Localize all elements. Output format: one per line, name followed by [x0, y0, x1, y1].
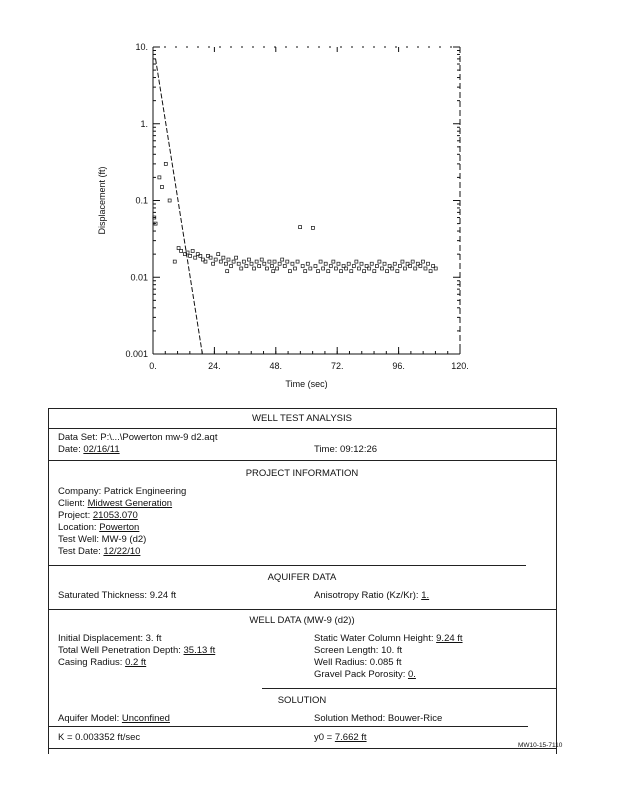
- anisotropy-row: [314, 590, 429, 602]
- project-label: Project:: [58, 510, 91, 521]
- data-point: [383, 262, 386, 265]
- data-point: [332, 260, 335, 263]
- data-point: [304, 270, 307, 273]
- divider: [48, 565, 526, 566]
- client-value: Midwest Generation: [87, 498, 173, 509]
- plot-frame: [153, 47, 460, 354]
- data-point: [360, 262, 363, 265]
- data-point: [403, 267, 406, 270]
- static-water-value: 9.24 ft: [436, 633, 463, 644]
- data-point: [340, 270, 343, 273]
- data-point: [299, 226, 302, 229]
- data-point: [173, 260, 176, 263]
- test-well: Test Well: MW-9 (d2): [58, 534, 147, 545]
- data-point: [219, 260, 222, 263]
- data-point: [317, 270, 320, 273]
- data-point: [217, 253, 220, 256]
- data-point: [296, 260, 299, 263]
- data-point: [401, 260, 404, 263]
- divider: [556, 408, 557, 754]
- time-value: 09:12:26: [340, 444, 378, 455]
- data-point: [350, 270, 353, 273]
- company: Company: Patrick Engineering: [58, 486, 187, 497]
- data-point: [283, 265, 286, 268]
- data-point: [180, 249, 183, 252]
- date-label: Date:: [58, 444, 81, 455]
- screen-length: Screen Length: 10. ft: [314, 645, 403, 656]
- data-point: [276, 267, 279, 270]
- data-point: [398, 265, 401, 268]
- data-point: [334, 267, 337, 270]
- aquifer-model-row: [58, 713, 170, 725]
- data-point: [230, 265, 233, 268]
- penetration-row: [58, 645, 215, 657]
- anisotropy-label: Anisotropy Ratio (Kz/Kr):: [314, 590, 419, 601]
- data-point: [235, 256, 238, 259]
- data-point: [347, 262, 350, 265]
- data-point: [278, 262, 281, 265]
- location-label: Location:: [58, 522, 97, 533]
- k-value: K = 0.003352 ft/sec: [58, 732, 141, 743]
- saturated-thickness: Saturated Thickness: 9.24 ft: [58, 590, 177, 601]
- data-point: [168, 199, 171, 202]
- gravel-pack-row: [314, 669, 416, 681]
- data-point: [363, 270, 366, 273]
- data-point: [327, 270, 330, 273]
- x-axis-label: Time (sec): [285, 379, 328, 389]
- data-point: [272, 270, 275, 273]
- data-point: [265, 267, 268, 270]
- data-point: [247, 258, 250, 261]
- data-point: [232, 260, 235, 263]
- y0-value: 7.662 ft: [334, 732, 367, 743]
- data-point: [273, 260, 276, 263]
- divider: [48, 460, 556, 461]
- data-point: [224, 262, 227, 265]
- date-row: [58, 444, 120, 456]
- data-point: [189, 254, 192, 257]
- data-point: [288, 270, 291, 273]
- data-point: [329, 265, 332, 268]
- data-point: [427, 262, 430, 265]
- solution-method: Solution Method: Bouwer-Rice: [314, 713, 443, 724]
- x-tick-label: 72.: [330, 361, 344, 371]
- test-date-row: [58, 546, 140, 558]
- data-point: [227, 258, 230, 261]
- divider: [48, 408, 556, 409]
- data-point: [214, 258, 217, 261]
- data-point: [212, 262, 215, 265]
- y-tick-label: 0.1: [135, 195, 148, 206]
- data-point: [378, 260, 381, 263]
- data-point: [309, 267, 312, 270]
- data-point: [355, 260, 358, 263]
- well-data-heading: WELL DATA (MW-9 (d2)): [249, 615, 355, 626]
- project-value: 21053.070: [92, 510, 138, 521]
- client-label: Client:: [58, 498, 85, 509]
- y-tick-label: 0.001: [125, 349, 148, 359]
- divider: [48, 748, 556, 749]
- casing-radius-value: 0.2 ft: [125, 657, 147, 668]
- data-point: [281, 258, 284, 261]
- aquifer-model-value: Unconfined: [121, 713, 170, 724]
- data-point: [311, 226, 314, 229]
- data-point: [429, 270, 432, 273]
- y-axis: [125, 42, 460, 359]
- y0-row: [314, 732, 367, 744]
- divider: [48, 726, 528, 727]
- time-label: Time:: [314, 444, 338, 455]
- data-point: [237, 262, 240, 265]
- y-tick-label: 0.01: [130, 272, 148, 283]
- initial-displacement: Initial Displacement: 3. ft: [58, 633, 162, 644]
- data-set-label: Data Set:: [58, 432, 98, 443]
- data-point: [314, 265, 317, 268]
- gravel-pack-label: Gravel Pack Porosity:: [314, 669, 406, 680]
- data-point: [306, 262, 309, 265]
- data-point: [258, 265, 261, 268]
- data-point: [393, 262, 396, 265]
- data-point: [250, 262, 253, 265]
- data-point: [357, 267, 360, 270]
- well-radius: Well Radius: 0.085 ft: [314, 657, 402, 668]
- gravel-pack-value: 0.: [407, 669, 416, 680]
- divider: [262, 688, 556, 689]
- data-point: [222, 256, 225, 259]
- data-point: [253, 267, 256, 270]
- data-point: [322, 267, 325, 270]
- data-point: [319, 260, 322, 263]
- x-tick-label: 120.: [451, 361, 469, 371]
- footer-code: MW10-15-7110: [518, 742, 563, 749]
- static-water-row: [314, 633, 463, 645]
- data-point: [380, 267, 383, 270]
- data-point: [324, 262, 327, 265]
- location-value: Powerton: [99, 522, 140, 533]
- static-water-label: Static Water Column Height:: [314, 633, 434, 644]
- solution-heading: SOLUTION: [277, 695, 327, 706]
- data-point: [242, 260, 245, 263]
- y-tick-label: 1.: [140, 118, 148, 129]
- data-point: [191, 249, 194, 252]
- data-point: [194, 256, 197, 259]
- fit-line: [156, 59, 203, 354]
- data-points: [153, 162, 437, 272]
- data-point: [268, 260, 271, 263]
- aquifer-model-label: Aquifer Model:: [58, 713, 120, 724]
- data-point: [160, 185, 163, 188]
- anisotropy-value: 1.: [421, 590, 430, 601]
- client-row: [58, 498, 172, 510]
- data-point: [352, 265, 355, 268]
- report-title: WELL TEST ANALYSIS: [252, 413, 352, 424]
- location-row: [58, 522, 139, 534]
- data-point: [424, 267, 427, 270]
- data-point: [396, 270, 399, 273]
- fit-line-segment: [156, 59, 203, 354]
- data-point: [270, 265, 273, 268]
- project-row: [58, 510, 138, 522]
- data-point: [370, 262, 373, 265]
- data-point: [414, 267, 417, 270]
- data-point: [240, 267, 243, 270]
- data-point: [245, 265, 248, 268]
- y0-label: y0 =: [314, 732, 333, 743]
- data-point: [301, 265, 304, 268]
- x-tick-label: 24.: [208, 361, 221, 371]
- data-point: [386, 270, 389, 273]
- data-point: [291, 262, 294, 265]
- data-point: [177, 247, 180, 250]
- project-heading: PROJECT INFORMATION: [245, 468, 359, 479]
- penetration-label: Total Well Penetration Depth:: [58, 645, 181, 656]
- data-point: [158, 176, 161, 179]
- data-point: [263, 262, 266, 265]
- data-point: [286, 260, 289, 263]
- data-point: [337, 262, 340, 265]
- data-point: [411, 260, 414, 263]
- aquifer-heading: AQUIFER DATA: [267, 572, 337, 583]
- y-axis-label: Displacement (ft): [97, 166, 107, 235]
- y-tick-label: 10.: [135, 42, 148, 52]
- data-point: [226, 270, 229, 273]
- penetration-value: 35.13 ft: [183, 645, 216, 656]
- x-tick-label: 0.: [149, 361, 157, 371]
- data-point: [255, 260, 258, 263]
- data-point: [164, 162, 167, 165]
- casing-radius-row: [58, 657, 146, 669]
- data-point: [421, 260, 424, 263]
- x-tick-label: 96.: [392, 361, 405, 371]
- data-point: [373, 270, 376, 273]
- test-date-value: 12/22/10: [103, 546, 141, 557]
- divider: [48, 428, 556, 429]
- casing-radius-label: Casing Radius:: [58, 657, 123, 668]
- data-set-row: [58, 432, 217, 444]
- divider: [48, 609, 556, 610]
- test-date-label: Test Date:: [58, 546, 101, 557]
- data-point: [293, 267, 296, 270]
- well-test-report: [48, 408, 556, 754]
- time-row: [314, 444, 377, 456]
- data-point: [375, 265, 378, 268]
- date-value: 02/16/11: [83, 444, 120, 455]
- data-set-value: P:\...\Powerton mw-9 d2.aqt: [100, 432, 218, 443]
- data-point: [260, 258, 263, 261]
- x-tick-label: 48.: [269, 361, 283, 371]
